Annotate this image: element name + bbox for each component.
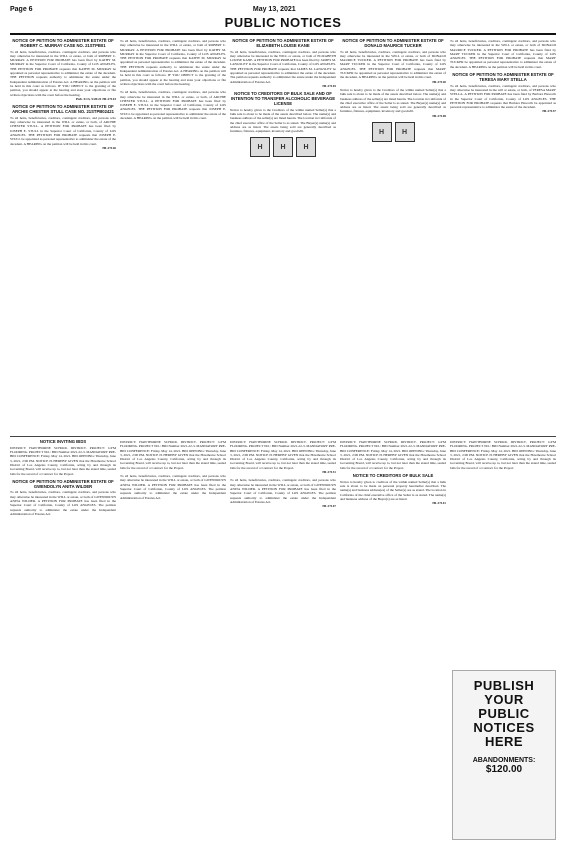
column-1 bbox=[10, 39, 116, 436]
ad-price: $120.00 bbox=[485, 764, 523, 775]
notice-body: DISTRICT: HAWTHORNE SCHOOL DISTRICT. PROJECT: GYM FLOORING. PROJECT NO.: BID Number 2021-22-3. MANDATORY PRE-BID CONFERENCE: Friday, May 14, 2021. BID OPENING: Thursday, June 3, 2021, 2:00 PM. NOTICE IS HEREBY GIVEN that the Hawthorne School District of Los Angeles County, California, acting by and through its Governing Board, will receive up to, but not later than the stated time, sealed bids for the award of a Contract for the Project. bbox=[120, 440, 226, 470]
notice-title: NOTICE OF PETITION TO ADMINISTER ESTATE OF TERESA MARY STELLA bbox=[452, 72, 554, 82]
top-notice-grid bbox=[10, 39, 556, 436]
notice-ref: HI-27148 bbox=[432, 113, 446, 118]
legal-notice bbox=[340, 39, 446, 84]
notice-ref: HI-27131 bbox=[322, 470, 336, 475]
seal-logo: H bbox=[372, 122, 392, 142]
column-1 bbox=[10, 440, 116, 860]
notice-ref: HI-27141 bbox=[432, 501, 446, 506]
notice-title: NOTICE TO CREDITORS OF BULK SALE bbox=[352, 473, 434, 479]
seal-logo: H bbox=[296, 137, 316, 157]
notice-ref: HI-27147 bbox=[322, 504, 336, 509]
notice-body: To all heirs, beneficiaries, creditors, contingent creditors, and persons who may otherwise be interested in the WILL or estate, or both of DONALD MAURICE TUCKER. A PETITION FOR PROBATE has been filed by MARY TUCKER in the Superior Court of California, County of LOS ANGELES. THE PETITION FOR PROBATE requests that MARY TUCKER be appointed as personal representative to administer the estate of the decedent. A HEARING on the petition will be held in this court. bbox=[450, 39, 556, 69]
legal-notice bbox=[230, 478, 336, 508]
notice-title: NOTICE TO CREDITORS OF BULK SALE AND OF INTENTION TO TRANSFER ALCOHOLIC BEVERAGE LICENSE bbox=[231, 91, 335, 106]
notice-body: DISTRICT: HAWTHORNE SCHOOL DISTRICT. PROJECT: GYM FLOORING. PROJECT NO.: BID Number 2021-22-3. MANDATORY PRE-BID CONFERENCE: Friday, May 14, 2021. BID OPENING: Thursday, June 3, 2021, 2:00 PM. NOTICE IS HEREBY GIVEN that the Hawthorne School District of Los Angeles County, California, acting by and through its Governing Board, will receive up to, but not later than the stated time, sealed bids for the award of a Contract for the Project. bbox=[10, 445, 116, 476]
notice-body: DISTRICT: HAWTHORNE SCHOOL DISTRICT. PROJECT: GYM FLOORING. PROJECT NO.: BID Number 2021-22-3. MANDATORY PRE-BID CONFERENCE: Friday, May 14, 2021. BID OPENING: Thursday, June 3, 2021, 2:00 PM. NOTICE IS HEREBY GIVEN that the Hawthorne School District of Los Angeles County, California, acting by and through its Governing Board, will receive up to, but not later than the stated time, sealed bids for the award of a Contract for the Project. bbox=[450, 440, 556, 470]
seal-logo: H bbox=[250, 137, 270, 157]
notice-body: To all heirs, beneficiaries, creditors, contingent creditors, and persons who may otherwise be interested in the WILL or estate, or both of ELIZABETH LOUISE KANE. A PETITION FOR PROBATE has been filed by JAMES M. LANGSLEY in the Superior Court of California, County of LOS ANGELES. THE PETITION FOR PROBATE requests that JAMES M. LANGSLEY be appointed as personal representative to administer the estate of the decedent. The petition requests authority to administer the estate under the Independent Administration of Estates Act. bbox=[230, 49, 336, 84]
issue-date: May 13, 2021 bbox=[252, 6, 296, 13]
column-2 bbox=[120, 440, 226, 860]
legal-notice bbox=[230, 92, 336, 133]
notice-ref: HI-27126 bbox=[102, 145, 116, 150]
notice-body: To all heirs, beneficiaries, creditors, contingent creditors, and persons who may otherwise be interested in the WILL or estate, or both of GWENDOLYN ANITA WILDER. A PETITION FOR PROBATE has been filed in the Superior Court of California, County of LOS ANGELES. The petition requests authority to administer the estate under the Independent Administration of Estates Act. bbox=[120, 474, 226, 500]
notice-ref: HI-27120 bbox=[432, 79, 446, 84]
column-4 bbox=[340, 440, 446, 860]
legal-notice bbox=[10, 440, 116, 476]
notice-body: To all heirs, beneficiaries, creditors, contingent creditors, and persons who may otherwise be interested in the will or estate, or both, of TERESA MARY STELLA. A PETITION FOR PROBATE has been filed by Barbara Haworth in the Superior Court of California, County of LOS ANGELES. THE PETITION FOR PROBATE requests that Barbara Haworth be appointed as personal representative to administer the estate of the decedent. bbox=[450, 83, 556, 110]
legal-notice bbox=[230, 440, 336, 474]
legal-notice bbox=[340, 474, 446, 506]
notice-body: To all heirs, beneficiaries, creditors, contingent creditors, and persons who may otherwise be interested in the WILL or estate, or both of ROBERT C. MURRAY. A PETITION FOR PROBATE has been filed by KATHY M. MURRAY in the Superior Court of California, County of LOS ANGELES. THE PETITION FOR PROBATE requests that KATHY M. MURRAY be appointed as personal representative to administer the estate of the decedent. THE PETITION requests authority to administer the estate under the Independent Administration of Estates Act. A HEARING on the petition will be held in this court as follows. IF YOU OBJECT to the granting of the petition, you should appear at the hearing and state your objections or file written objections with the court before the hearing. bbox=[10, 49, 116, 97]
notice-ref: HI-27137 bbox=[542, 109, 556, 114]
notice-ref: Pub. 5/13, 5/20/21 HI-27143 bbox=[75, 96, 116, 101]
legal-notice bbox=[10, 39, 116, 101]
publish-notices-ad bbox=[452, 670, 556, 840]
legal-notice bbox=[450, 73, 556, 114]
column-2 bbox=[120, 39, 226, 436]
column-5 bbox=[450, 39, 556, 436]
notice-title: NOTICE INVITING BIDS bbox=[39, 440, 87, 444]
legal-notice bbox=[10, 105, 116, 150]
legal-notice bbox=[10, 480, 116, 516]
notice-title: NOTICE OF PETITION TO ADMINISTER ESTATE OF GWENDOLYN ANITA WILDER bbox=[12, 478, 114, 489]
notice-title: NOTICE OF PETITION TO ADMINISTER ESTATE OF ROBERT C. MURRAY CASE NO. 21STPB01 bbox=[12, 39, 114, 48]
section-title: PUBLIC NOTICES bbox=[10, 13, 556, 35]
notice-body: To all heirs, beneficiaries, creditors, contingent creditors, and persons who may otherwise be interested in the WILL or estate, or both, of ARCHIE CHESTER STULL. A PETITION FOR PROBATE has been filed by JOSEPH E. STULL in the Superior Court of California, County of LOS ANGELES. THE PETITION FOR PROBATE requests that JOSEPH E. STULL be appointed as personal representative to administer the estate of the decedent. A HEARING on the petition will be held in this court. bbox=[120, 90, 226, 121]
notice-body: Notice is hereby given to the Creditors of the within named Seller(s) that a bulk sale is about to be made of the assets described below. The name(s) and business address of the seller(s) are listed herein. The location in California of the chief executive office of the Seller is as stated. The Buyer(s) name(s) and address are as listed. The assets being sold are generally described as furniture, fixtures, equipment, inventory and goodwill. bbox=[340, 87, 446, 114]
legal-notice bbox=[230, 39, 336, 88]
legal-notice bbox=[120, 39, 226, 86]
seal-row bbox=[230, 137, 336, 157]
notice-body: To all heirs, beneficiaries, creditors, contingent creditors, and persons who may otherwise be interested in the WILL or estate, or both of ROBERT C. MURRAY. A PETITION FOR PROBATE has been filed by KATHY M. MURRAY in the Superior Court of California, County of LOS ANGELES. THE PETITION FOR PROBATE requests that KATHY M. MURRAY be appointed as personal representative to administer the estate of the decedent. THE PETITION requests authority to administer the estate under the Independent Administration of Estates Act. A HEARING on the petition will be held in this court as follows. IF YOU OBJECT to the granting of the petition, you should appear at the hearing and state your objections or file written objections with the court before the hearing. bbox=[120, 39, 226, 86]
notice-body: To all heirs, beneficiaries, creditors, contingent creditors, and persons who may otherwise be interested in the WILL or estate, or both of DONALD MAURICE TUCKER. A PETITION FOR PROBATE has been filed by MARY TUCKER in the Superior Court of California, County of LOS ANGELES. THE PETITION FOR PROBATE requests that MARY TUCKER be appointed as personal representative to administer the estate of the decedent. A HEARING on the petition will be held in this court. bbox=[340, 49, 446, 80]
notice-body: To all heirs, beneficiaries, creditors, contingent creditors, and persons who may otherwise be interested in the WILL or estate, or both of GWENDOLYN ANITA WILDER. A PETITION FOR PROBATE has been filed in the Superior Court of California, County of LOS ANGELES. The petition requests authority to administer the estate under the Independent Administration of Estates Act. bbox=[10, 490, 116, 516]
column-3 bbox=[230, 39, 336, 436]
legal-notice bbox=[340, 88, 446, 118]
notice-body: DISTRICT: HAWTHORNE SCHOOL DISTRICT. PROJECT: GYM FLOORING. PROJECT NO.: BID Number 2021-22-3. MANDATORY PRE-BID CONFERENCE: Friday, May 14, 2021. BID OPENING: Thursday, June 3, 2021, 2:00 PM. NOTICE IS HEREBY GIVEN that the Hawthorne School District of Los Angeles County, California, acting by and through its Governing Board, will receive up to, but not later than the stated time, sealed bids for the award of a Contract for the Project. bbox=[340, 440, 446, 470]
legal-notice bbox=[120, 90, 226, 120]
notice-body: DISTRICT: HAWTHORNE SCHOOL DISTRICT. PROJECT: GYM FLOORING. PROJECT NO.: BID Number 2021-22-3. MANDATORY PRE-BID CONFERENCE: Friday, May 14, 2021. BID OPENING: Thursday, June 3, 2021, 2:00 PM. NOTICE IS HEREBY GIVEN that the Hawthorne School District of Los Angeles County, California, acting by and through its Governing Board, will receive up to, but not later than the stated time, sealed bids for the award of a Contract for the Project. bbox=[230, 440, 336, 470]
legal-notice bbox=[450, 39, 556, 69]
notice-body: Notice is hereby given to the Creditors of the within named Seller(s) that a bulk sale is about to be made of the assets described below. The name(s) and business address of the seller(s) are listed herein. The location in California of the chief executive office of the Seller is as stated. The Buyer(s) name(s) and address are as listed. The assets being sold are generally described as furniture, fixtures, equipment, inventory and goodwill. bbox=[230, 107, 336, 134]
legal-notice bbox=[450, 440, 556, 470]
column-3 bbox=[230, 440, 336, 860]
notice-title: NOTICE OF PETITION TO ADMINISTER ESTATE OF DONALD MAURICE TUCKER bbox=[342, 39, 444, 48]
notice-title: NOTICE OF PETITION TO ADMINISTER ESTATE OF ELIZABETH LOUISE KANE bbox=[232, 39, 334, 48]
notice-ref: HI-27145 bbox=[322, 83, 336, 88]
seal-logo: H bbox=[395, 122, 415, 142]
legal-notice bbox=[340, 440, 446, 470]
seal-row bbox=[340, 122, 446, 142]
ad-subtitle: ABANDONMENTS: bbox=[472, 757, 536, 764]
page-number: Page 6 bbox=[10, 6, 33, 13]
notice-body: Notice is hereby given to creditors of the within named Seller(s) that a bulk sale is about to be made on personal property hereinafter described. The name(s) and business address(es) of the Seller(s) are as stated. The location in California of the chief executive office of the Seller is as stated. The name(s) and business address of the Buyer(s) are as listed. bbox=[340, 479, 446, 502]
notice-body: To all heirs, beneficiaries, creditors, contingent creditors, and persons who may otherwise be interested in the WILL or estate, or both, of ARCHIE CHESTER STULL. A PETITION FOR PROBATE has been filed by JOSEPH E. STULL in the Superior Court of California, County of LOS ANGELES. THE PETITION FOR PROBATE requests that JOSEPH E. STULL be appointed as personal representative to administer the estate of the decedent. A HEARING on the petition will be held in this court. bbox=[10, 115, 116, 146]
ad-headline: PUBLISH YOUR PUBLIC NOTICES HERE bbox=[473, 678, 535, 749]
page-header-line bbox=[10, 6, 556, 13]
notice-title: NOTICE OF PETITION TO ADMINISTER ESTATE OF ARCHIE CHESTER STULL CASE NO. 21STPB02421 bbox=[12, 104, 114, 114]
column-4 bbox=[340, 39, 446, 436]
legal-notice bbox=[120, 440, 226, 470]
legal-notice bbox=[120, 474, 226, 500]
notice-body: To all heirs, beneficiaries, creditors, contingent creditors, and persons who may otherwise be interested in the WILL or estate, or both of GWENDOLYN ANITA WILDER. A PETITION FOR PROBATE has been filed in the Superior Court of California, County of LOS ANGELES. The petition requests authority to administer the estate under the Independent Administration of Estates Act. bbox=[230, 478, 336, 504]
seal-logo: H bbox=[273, 137, 293, 157]
